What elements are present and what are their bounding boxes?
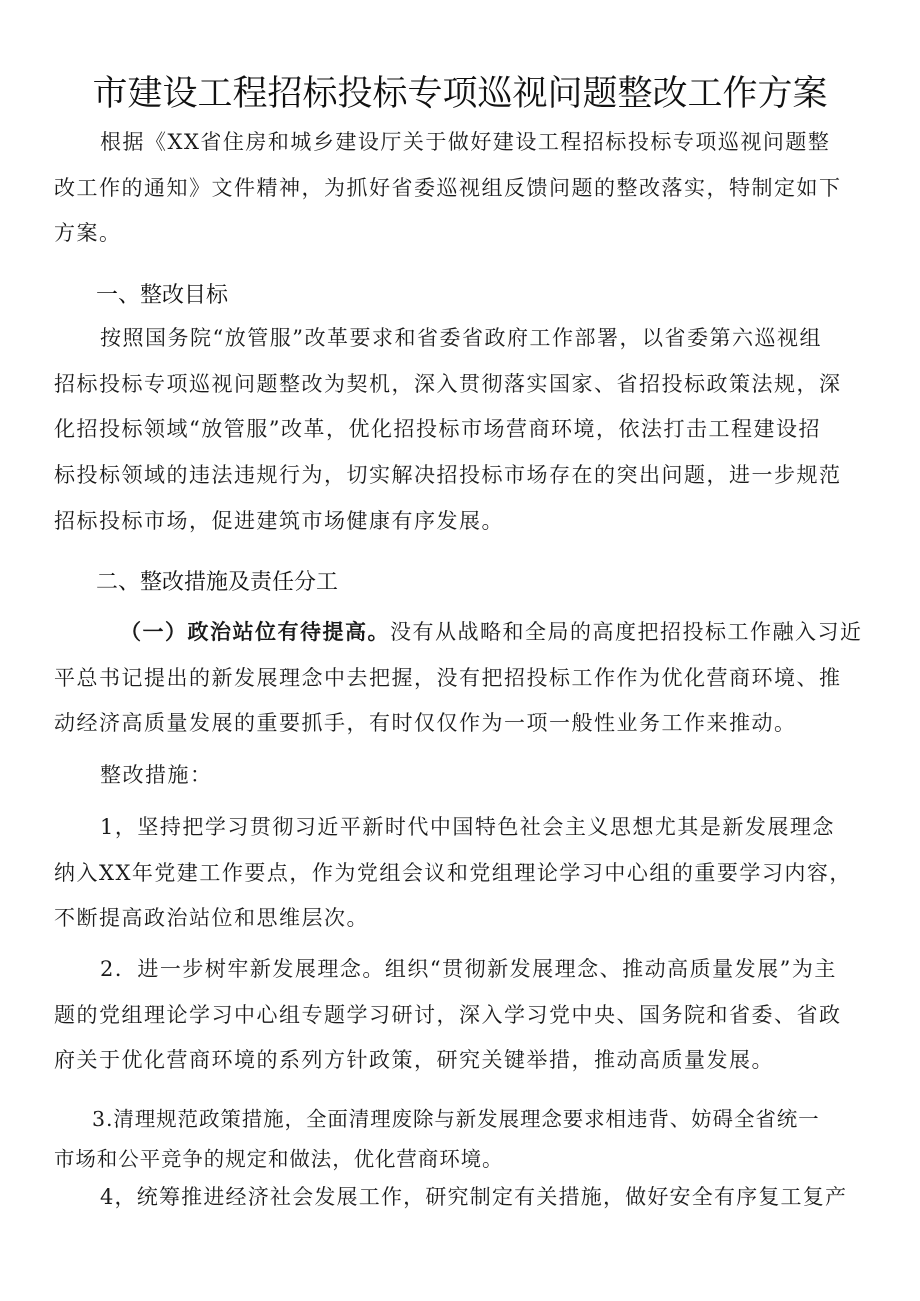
- goals-line: 化招投标领域“放管服”改革，优化招投标市场营商环境，依法打击工程建设招: [54, 417, 821, 442]
- goals-line: 招标投标市场，促进建筑市场健康有序发展。: [54, 508, 504, 533]
- goals-line: 按照国务院“放管服”改革要求和省委省政府工作部署，以省委第六巡视组: [100, 326, 822, 350]
- section-heading-goals: 一、整改目标: [96, 283, 229, 308]
- measure-1-line: 不断提高政治站位和思维层次。: [54, 906, 369, 931]
- measure-2-line: 题的党组理论学习中心组专题学习研讨，深入学习党中央、国务院和省委、省政: [54, 1002, 842, 1027]
- intro-paragraph: [54, 120, 870, 257]
- measure-2-paragraph: [54, 947, 870, 1084]
- issue-1-line: 平总书记提出的新发展理念中去把握，没有把招投标工作作为优化营商环境、推: [54, 665, 842, 690]
- document-title: 市建设工程招标投标专项巡视问题整改工作方案: [92, 74, 828, 114]
- intro-line: 根据《XX省住房和城乡建设厅关于做好建设工程招标投标专项巡视问题整: [100, 130, 831, 154]
- measures-label-block: [54, 753, 870, 799]
- measure-3-line: 3.清理规范政策措施，全面清理废除与新发展理念要求相违背、妨碍全省统一: [92, 1107, 820, 1131]
- measure-2-line: 府关于优化营商环境的系列方针政策，研究关键举措，推动高质量发展。: [54, 1048, 774, 1073]
- section-heading-measures: 二、整改措施及责任分工: [96, 570, 339, 595]
- measure-1-line: 1，坚持把学习贯彻习近平新时代中国特色社会主义思想尤其是新发展理念: [100, 815, 835, 839]
- measure-4-line: 4，统筹推进经济社会发展工作，研究制定有关措施，做好安全有序复工复产: [100, 1185, 848, 1209]
- goals-paragraph: [54, 316, 870, 545]
- issue-1-line: 动经济高质量发展的重要抓手，有时仅仅作为一项一般性业务工作来推动。: [54, 711, 797, 736]
- issue-1-title: （一）政治站位有待提高。: [120, 620, 390, 644]
- measure-4-paragraph: [54, 1175, 870, 1221]
- measure-3-line: 市场和公平竞争的规定和做法，优化营商环境。: [54, 1147, 504, 1171]
- measure-3-paragraph: [54, 1099, 870, 1179]
- issue-1-paragraph: [54, 610, 870, 747]
- goals-line: 招标投标专项巡视问题整改为契机，深入贯彻落实国家、省招投标政策法规，深: [54, 371, 842, 396]
- measure-2-line: 2．进一步树牢新发展理念。组织“贯彻新发展理念、推动高质量发展”为主: [100, 957, 837, 981]
- measure-1-line: 纳入XX年党建工作要点，作为党组会议和党组理论学习中心组的重要学习内容，: [54, 860, 852, 885]
- measures-label: 整改措施：: [100, 763, 213, 787]
- measure-1-paragraph: [54, 805, 870, 942]
- intro-line: 方案。: [54, 221, 122, 246]
- issue-1-text: 没有从战略和全局的高度把招投标工作融入习近: [390, 620, 863, 644]
- intro-line: 改工作的通知》文件精神，为抓好省委巡视组反馈问题的整改落实，特制定如下: [54, 175, 842, 200]
- goals-line: 标投标领域的违法违规行为，切实解决招投标市场存在的突出问题，进一步规范: [54, 463, 842, 488]
